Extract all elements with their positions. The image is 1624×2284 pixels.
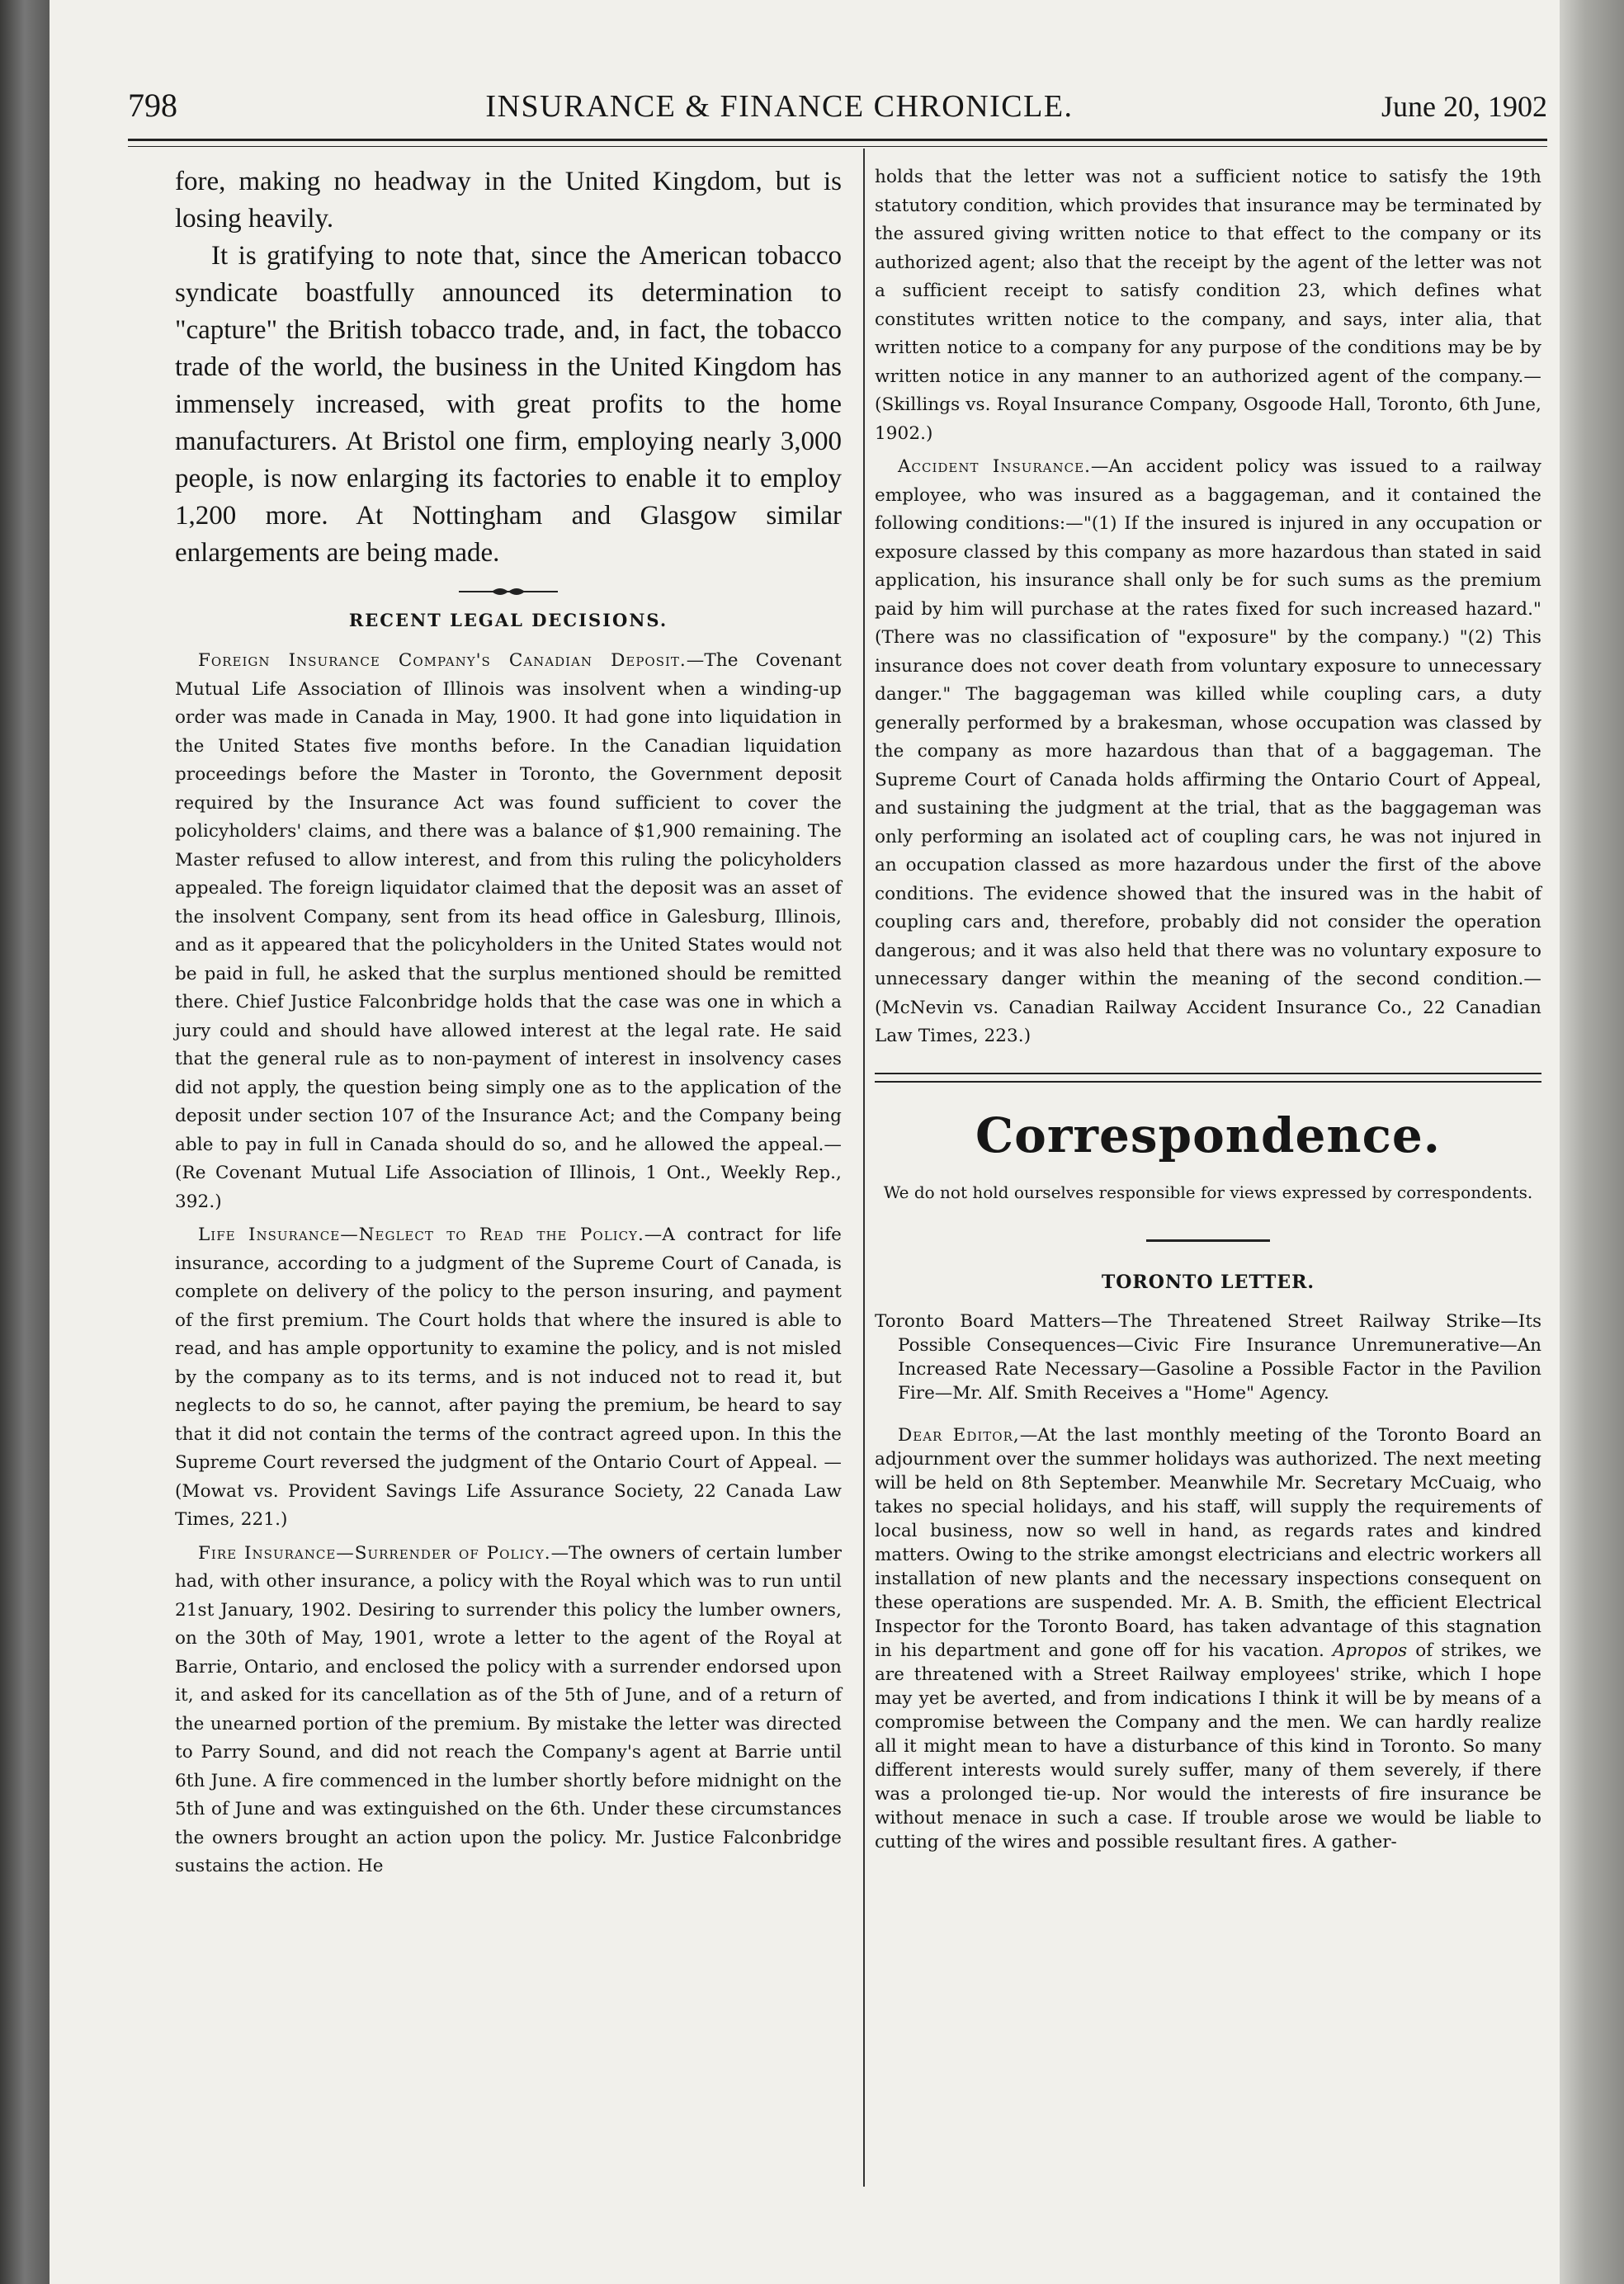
apropos-word: Apropos: [1332, 1640, 1408, 1661]
page-right-edge: [1560, 0, 1624, 2284]
section-title: RECENT LEGAL DECISIONS.: [348, 610, 668, 630]
decision-heading: Life Insurance—Neglect to Read the Policy.: [198, 1225, 644, 1245]
right-column: [875, 163, 1541, 1854]
fire-decision-continued: holds that the letter was not a sufficient notice to satisfy the 19th statutory condition, which provides that insurance may be terminated by the assured giving written notice to that effect to the company or its authorized agent; also that the receipt by the agent of the letter was not a sufficient receipt to satisfy condition 23, which defines what constitutes written notice to the company, and says, inter alia, that written notice to a company for any purpose of the conditions may be by written notice in any manner to an authorized agent of the company.—(Skillings vs. Royal Insurance Company, Osgoode Hall, Toronto, 6th June, 1902.): [875, 167, 1541, 444]
correspondence-disclaimer: We do not hold ourselves responsible for views expressed by correspondents.: [883, 1182, 1533, 1202]
decision-text: —A contract for life insurance, according to a judgment of the Supreme Court of Canada, is complete on delivery of the policy to the person insuring, and payment of the first premium. The Court holds that where the insured is able to read, and has ample opportunity to examine the policy, and is not misled by the company as to its terms, and is not induced not to read it, but neglects to do so, he cannot, after paying the premium, be heard to say that it did not contain the terms of the contract agreed upon. In this the Supreme Court reversed the judgment of the Ontario Court of Appeal. —(Mowat vs. Provident Savings Life Assurance Society, 22 Canada Law Times, 221.): [175, 1225, 842, 1530]
decision-life-insurance: [175, 1221, 842, 1535]
left-column: [175, 163, 842, 1881]
decision-heading: Fire Insurance—Surrender of Policy.: [198, 1542, 551, 1564]
decision-fire-insurance: [175, 1540, 842, 1881]
decision-text: —An accident policy was issued to a railway employee, who was insured as a baggageman, and it contained the following conditions:—"(1) If the insured is injured in any occupation or exposure classed by this company as more hazardous than stated in said application, his insurance shall only be for such sums as the premium paid by him will purchase at the rates fixed for such increased hazard." (There was no classification of "exposure" by the company.) "(2) This insurance does not cover death from voluntary exposure to unnecessary danger." The baggageman was killed while coupling cars, a duty generally performed by a brakesman, whose occupation was classed by the company as more hazardous than that of a baggageman. The Supreme Court of Canada holds affirming the Ontario Court of Appeal, and sustaining the judgment at the trial, that as the baggageman was only performing an isolated act of coupling cars, he was not injured in an occupation classed as more hazardous under the first of the above conditions. The evidence showed that the insured was in the habit of coupling cars and, therefore, probably did not consider the operation dangerous; and it was also held that there was no voluntary exposure to unnecessary danger within the meaning of the second condition.—(McNevin vs. Canadian Railway Accident Insurance Co., 22 Canadian Law Times, 223.): [875, 456, 1541, 1046]
page-number: 798: [128, 87, 177, 124]
letter-text-part2: of strikes, we are threatened with a Street Railway employees' strike, which I hope may yet be averted, and from indications I think it will be by means of a compromise between the Company and the men. We can hardly realize all it might mean to have a disturbance of this kind in Toronto. So many different interests would surely suffer, many of them severely, if there was a prolonged tie-up. Nor would the interests of fire insurance be without menace in such a case. If trouble arose we would be liable to cutting of the wires and possible resultant fires. A gather-: [875, 1640, 1541, 1852]
page-binding-edge: [0, 0, 50, 2284]
issue-date: June 20, 1902: [1381, 90, 1547, 123]
decision-foreign-deposit: [175, 647, 842, 1216]
ornament-divider: [175, 582, 842, 602]
page-header: [128, 86, 1547, 135]
letter-title: TORONTO LETTER.: [1101, 1271, 1315, 1293]
correspondence-title: Correspondence.: [975, 1107, 1441, 1163]
double-rule: [875, 1073, 1541, 1083]
decision-text: —The owners of certain lumber had, with other insurance, a policy with the Royal which was to run until 21st January, 1902. Desiring to surrender this policy the lumber owners, on the 30th of May, 1901, wrote a letter to the agent of the Royal at Barrie, Ontario, and enclosed the policy with a surrender endorsed upon it, and asked for its cancellation as of the 5th of June, and of a return of the unearned portion of the premium. By mistake the letter was directed to Parry Sound, and did not reach the Company's agent at Barrie until 6th June. A fire commenced in the lumber shortly before midnight on the 5th of June and was extinguished on the 6th. Under these circumstances the owners brought an action upon the policy. Mr. Justice Falconbridge sustains the action. He: [175, 1542, 842, 1876]
letter-synopsis: Toronto Board Matters—The Threatened Street Railway Strike—Its Possible Consequences—Civic Fire Insurance Unremunerative—An Increased Rate Necessary—Gasoline a Possible Factor in the Pavilion Fire—Mr. Alf. Smith Receives a "Home" Agency.: [875, 1310, 1541, 1404]
ornament-icon: [459, 583, 558, 600]
decision-text: —The Covenant Mutual Life Association of Illinois was insolvent when a winding-up order was made in Canada in May, 1900. It had gone into liquidation in the United States five months before. In the Canadian liquidation proceedings before the Master in Toronto, the Government deposit required by the Insurance Act was found sufficient to cover the policyholders' claims, and there was a balance of $1,900 remaining. The Master refused to allow interest, and from this ruling the policyholders appealed. The foreign liquidator claimed that the deposit was an asset of the insolvent Company, sent from its head office in Galesburg, Illinois, and as it appeared that the policyholders in the United States would not be paid in full, he asked that the surplus mentioned should be remitted there. Chief Justice Falconbridge holds that the case was one in which a jury could and should have allowed interest at the legal rate. He said that the general rule as to non-payment of interest in insolvency cases did not apply, the question being simply one as to the application of the deposit under section 107 of the Insurance Act; and the Company being able to pay in full in Canada should do so, and he allowed the appeal.—(Re Covenant Mutual Life Association of Illinois, 1 Ont., Weekly Rep., 392.): [175, 650, 842, 1212]
header-rule: [128, 139, 1547, 147]
tobacco-paragraph-end: fore, making no headway in the United Kingdom, but is losing heavily.: [175, 167, 842, 234]
salutation: Dear Editor,: [898, 1424, 1020, 1446]
decision-accident-insurance: [875, 453, 1541, 1051]
short-rule: [1146, 1239, 1270, 1242]
publication-title: INSURANCE & FINANCE CHRONICLE.: [485, 89, 1074, 124]
column-rule: [863, 149, 865, 2187]
decision-heading: Foreign Insurance Company's Canadian Deposit.: [198, 650, 687, 671]
letter-text-part1: —At the last monthly meeting of the Toronto Board an adjournment over the summer holidays was authorized. The next meeting will be held on 8th September. Meanwhile Mr. Secretary McCuaig, who takes no special holidays, and his staff, will supply the requirements of local business, now so well in hand, as regards rates and kindred matters. Owing to the strike amongst electricians and electric workers all installation of new plants and the necessary inspections consequent on these operations are suspended. Mr. A. B. Smith, the efficient Electrical Inspector for the Toronto Board, has taken advantage of this stagnation in his department and gone off for his vacation.: [875, 1424, 1541, 1661]
letter-body: [875, 1423, 1541, 1854]
decision-heading: Accident Insurance.: [898, 456, 1091, 477]
tobacco-paragraph: It is gratifying to note that, since the American tobacco syndicate boastfully announced its determination to "capture" the British tobacco trade, and, in fact, the tobacco trade of the world, the business in the United Kingdom has immensely increased, with great profits to the home manufacturers. At Bristol one firm, employing nearly 3,000 people, is now enlarging its factories to enable it to employ 1,200 more. At Nottingham and Glasgow similar enlargements are being made.: [175, 241, 842, 568]
